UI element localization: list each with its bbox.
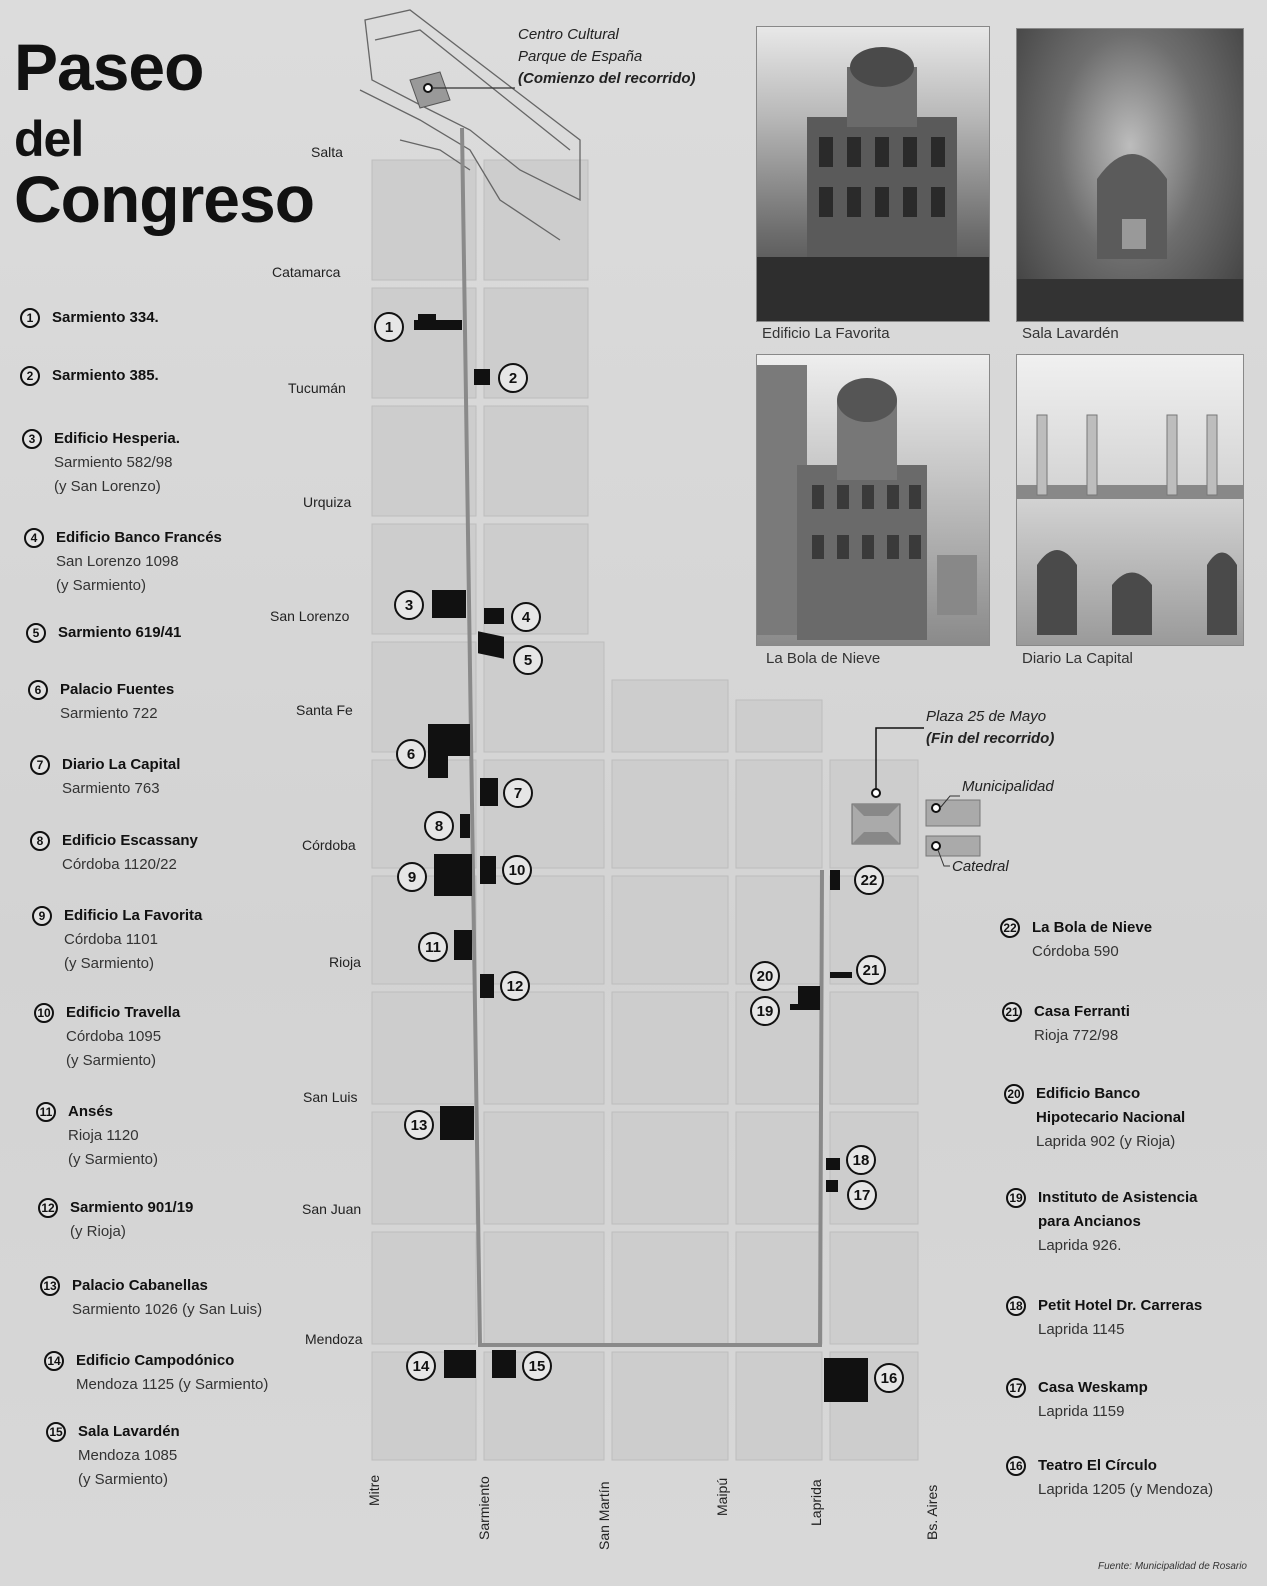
map-marker-16[interactable]: 16 <box>874 1363 904 1393</box>
map-marker-4[interactable]: 4 <box>511 602 541 632</box>
legend-name: Diario La Capital <box>62 756 181 773</box>
building-19 <box>790 1004 820 1010</box>
legend-item-13 <box>43 1274 263 1322</box>
legend-address: San Lorenzo 1098 <box>56 553 179 570</box>
legend-name: Casa Weskamp <box>1038 1379 1148 1396</box>
end-label <box>926 706 1054 750</box>
legend-item-3 <box>28 427 180 499</box>
legend-number: 21 <box>1002 1002 1022 1022</box>
legend-name: Edificio Banco Francés <box>56 529 222 546</box>
legend-number: 22 <box>1000 918 1020 938</box>
building-image <box>757 355 989 645</box>
legend-item-11 <box>39 1100 159 1172</box>
map-marker-9[interactable]: 9 <box>397 862 427 892</box>
building-8 <box>460 814 470 838</box>
legend-name: Sarmiento 334. <box>52 309 159 326</box>
legend-name: Edificio Campodónico <box>76 1352 235 1369</box>
street-bs-aires: Bs. Aires <box>924 1484 940 1540</box>
legend-address: Rioja 1120 <box>68 1127 139 1144</box>
building-image <box>1017 355 1243 645</box>
start-label-line-2: Parque de España <box>518 48 643 65</box>
building-13 <box>440 1106 474 1140</box>
legend-number: 15 <box>46 1422 66 1442</box>
caption-sala-lavarden: Sala Lavardén <box>1022 325 1119 342</box>
legend-item-6 <box>34 678 175 726</box>
legend-number: 4 <box>24 528 44 548</box>
legend-name: Edificio Escassany <box>62 832 198 849</box>
legend-number: 16 <box>1006 1456 1026 1476</box>
map-marker-8[interactable]: 8 <box>424 811 454 841</box>
map-marker-19[interactable]: 19 <box>750 996 780 1026</box>
legend-address: Mendoza 1125 (y Sarmiento) <box>76 1376 269 1393</box>
building-6b <box>428 756 448 778</box>
building-4 <box>484 608 504 624</box>
legend-name-continued: para Ancianos <box>1038 1213 1141 1230</box>
map-marker-20[interactable]: 20 <box>750 961 780 991</box>
map-marker-7[interactable]: 7 <box>503 778 533 808</box>
legend-name: Ansés <box>68 1103 114 1120</box>
legend-number: 2 <box>20 366 40 386</box>
street-laprida: Laprida <box>808 1479 824 1526</box>
building-3 <box>432 590 466 618</box>
map-marker-22[interactable]: 22 <box>854 865 884 895</box>
title-line-3: Congreso <box>14 162 315 236</box>
legend-item-17 <box>1009 1376 1148 1424</box>
legend-item-15 <box>49 1420 180 1492</box>
title-line-1: Paseo <box>14 30 204 104</box>
legend-number: 7 <box>30 755 50 775</box>
street-sarmiento: Sarmiento <box>476 1476 492 1540</box>
building-18 <box>826 1158 840 1170</box>
map-marker-5[interactable]: 5 <box>513 645 543 675</box>
map-marker-3[interactable]: 3 <box>394 590 424 620</box>
building-7 <box>480 778 498 806</box>
legend-name: Teatro El Círculo <box>1038 1457 1157 1474</box>
building-16 <box>824 1358 868 1402</box>
legend-name: Petit Hotel Dr. Carreras <box>1038 1297 1203 1314</box>
end-label-line-2: (Fin del recorrido) <box>926 730 1055 747</box>
legend-name: La Bola de Nieve <box>1032 919 1153 936</box>
legend-address: Córdoba 1095 <box>66 1028 162 1045</box>
caption-edificio-la-favorita: Edificio La Favorita <box>762 325 890 342</box>
legend-item-5 <box>32 621 182 645</box>
building-21 <box>830 972 852 978</box>
legend-item-14 <box>47 1349 269 1397</box>
street-mitre: Mitre <box>366 1474 382 1506</box>
legend-number: 10 <box>34 1003 54 1023</box>
legend-name: Edificio Hesperia. <box>54 430 180 447</box>
start-label-line-1: Centro Cultural <box>518 26 619 43</box>
legend-item-7 <box>36 753 181 801</box>
legend-number: 5 <box>26 623 46 643</box>
legend-address: Laprida 1159 <box>1038 1403 1125 1420</box>
building-12 <box>480 974 494 998</box>
legend-address: Córdoba 1101 <box>64 931 158 948</box>
legend-number: 12 <box>38 1198 58 1218</box>
photo-la-bola-de-nieve <box>756 354 990 646</box>
street-tucuman: Tucumán <box>288 380 346 396</box>
building-image <box>1017 29 1243 321</box>
map-marker-18[interactable]: 18 <box>846 1145 876 1175</box>
street-rioja: Rioja <box>329 954 361 970</box>
street-san-juan: San Juan <box>302 1201 362 1217</box>
legend-address: Sarmiento 1026 (y San Luis) <box>72 1301 263 1318</box>
building-11 <box>454 930 472 960</box>
street-salta: Salta <box>311 144 343 160</box>
legend-address: (y Sarmiento) <box>64 955 155 972</box>
legend-name: Edificio Travella <box>66 1004 181 1021</box>
legend-address: Sarmiento 722 <box>60 705 158 722</box>
map-marker-13[interactable]: 13 <box>404 1110 434 1140</box>
legend-address: Laprida 1205 (y Mendoza) <box>1038 1481 1214 1498</box>
legend-number: 19 <box>1006 1188 1026 1208</box>
building-17 <box>826 1180 838 1192</box>
legend-item-19 <box>1009 1186 1198 1258</box>
legend-name: Sarmiento 901/19 <box>70 1199 194 1216</box>
legend-item-12 <box>41 1196 194 1244</box>
legend-address: (y San Lorenzo) <box>54 478 161 495</box>
source-note: Fuente: Municipalidad de Rosario <box>1098 1561 1247 1572</box>
map-marker-14[interactable]: 14 <box>406 1351 436 1381</box>
legend-address: (y Sarmiento) <box>56 577 147 594</box>
photo-edificio-la-favorita <box>756 26 990 322</box>
building-22 <box>830 870 840 890</box>
legend-name: Instituto de Asistencia <box>1038 1189 1198 1206</box>
end-label-line-1: Plaza 25 de Mayo <box>926 708 1047 725</box>
map-marker-12[interactable]: 12 <box>500 971 530 1001</box>
legend-number: 3 <box>22 429 42 449</box>
street-mendoza: Mendoza <box>305 1331 363 1347</box>
building-2 <box>474 369 490 385</box>
street-catamarca: Catamarca <box>272 264 341 280</box>
legend-address: Córdoba 1120/22 <box>62 856 177 873</box>
legend-address: (y Sarmiento) <box>78 1471 169 1488</box>
legend-name: Palacio Fuentes <box>60 681 175 698</box>
legend-item-16 <box>1009 1454 1214 1502</box>
building-14 <box>444 1350 476 1378</box>
legend-item-20 <box>1007 1082 1186 1154</box>
street-urquiza: Urquiza <box>303 494 352 510</box>
legend-name: Sala Lavardén <box>78 1423 180 1440</box>
legend-number: 13 <box>40 1276 60 1296</box>
map-marker-1[interactable]: 1 <box>374 312 404 342</box>
legend-address: (y Rioja) <box>70 1223 126 1240</box>
building-6 <box>428 724 470 756</box>
legend-address: Sarmiento 763 <box>62 780 160 797</box>
map-marker-11[interactable]: 11 <box>418 932 448 962</box>
photo-diario-la-capital <box>1016 354 1244 646</box>
street-san-lorenzo: San Lorenzo <box>270 608 350 624</box>
title-line-2: del <box>14 111 84 167</box>
legend-name: Palacio Cabanellas <box>72 1277 208 1294</box>
building-15 <box>492 1350 516 1378</box>
legend-address: Laprida 1145 <box>1038 1321 1125 1338</box>
legend-address: Laprida 926. <box>1038 1237 1122 1254</box>
building-10 <box>480 856 496 884</box>
legend-number: 20 <box>1004 1084 1024 1104</box>
legend-number: 11 <box>36 1102 56 1122</box>
legend-name: Sarmiento 385. <box>52 367 159 384</box>
map-marker-17[interactable]: 17 <box>847 1180 877 1210</box>
legend-name-continued: Hipotecario Nacional <box>1036 1109 1186 1126</box>
street-san-martin: San Martín <box>596 1481 612 1550</box>
legend-number: 8 <box>30 831 50 851</box>
legend-name: Edificio La Favorita <box>64 907 203 924</box>
legend-address: Rioja 772/98 <box>1034 1027 1119 1044</box>
map-marker-21[interactable]: 21 <box>856 955 886 985</box>
street-san-luis: San Luis <box>303 1089 358 1105</box>
street-maipu: Maipú <box>714 1477 730 1516</box>
caption-la-bola-de-nieve: La Bola de Nieve <box>766 650 881 667</box>
legend-number: 1 <box>20 308 40 328</box>
map-marker-10[interactable]: 10 <box>502 855 532 885</box>
legend-number: 17 <box>1006 1378 1026 1398</box>
building-1-top <box>418 314 436 322</box>
legend-number: 9 <box>32 906 52 926</box>
legend-number: 14 <box>44 1351 64 1371</box>
caption-diario-la-capital: Diario La Capital <box>1022 650 1133 667</box>
map-marker-15[interactable]: 15 <box>522 1351 552 1381</box>
legend-address: (y Sarmiento) <box>68 1151 159 1168</box>
start-label <box>518 24 696 90</box>
street-santa-fe: Santa Fe <box>296 702 353 718</box>
legend-item-22 <box>1003 916 1153 964</box>
legend-item-21 <box>1005 1000 1130 1048</box>
legend-item-4 <box>30 526 222 598</box>
legend-name: Edificio Banco <box>1036 1085 1141 1102</box>
legend-address: Córdoba 590 <box>1032 943 1119 960</box>
legend-item-10 <box>37 1001 181 1073</box>
map-marker-2[interactable]: 2 <box>498 363 528 393</box>
legend-item-8 <box>36 829 198 877</box>
legend-item-18 <box>1009 1294 1203 1342</box>
legend-address: Laprida 902 (y Rioja) <box>1036 1133 1176 1150</box>
legend-item-1 <box>26 306 159 330</box>
catedral-label: Catedral <box>952 858 1009 875</box>
legend-address: Sarmiento 582/98 <box>54 454 173 471</box>
start-label-line-3: (Comienzo del recorrido) <box>518 70 696 87</box>
street-cordoba: Córdoba <box>302 837 356 853</box>
legend-name: Sarmiento 619/41 <box>58 624 182 641</box>
legend-item-2 <box>26 364 159 388</box>
municipalidad-label: Municipalidad <box>962 778 1054 795</box>
photo-sala-lavarden <box>1016 28 1244 322</box>
map-marker-6[interactable]: 6 <box>396 739 426 769</box>
building-9 <box>434 854 472 896</box>
legend-name: Casa Ferranti <box>1034 1003 1130 1020</box>
legend-item-9 <box>38 904 203 976</box>
building-20 <box>798 986 820 1004</box>
building-image <box>757 27 989 321</box>
legend-number: 6 <box>28 680 48 700</box>
legend-address: (y Sarmiento) <box>66 1052 157 1069</box>
legend-number: 18 <box>1006 1296 1026 1316</box>
legend-address: Mendoza 1085 <box>78 1447 178 1464</box>
